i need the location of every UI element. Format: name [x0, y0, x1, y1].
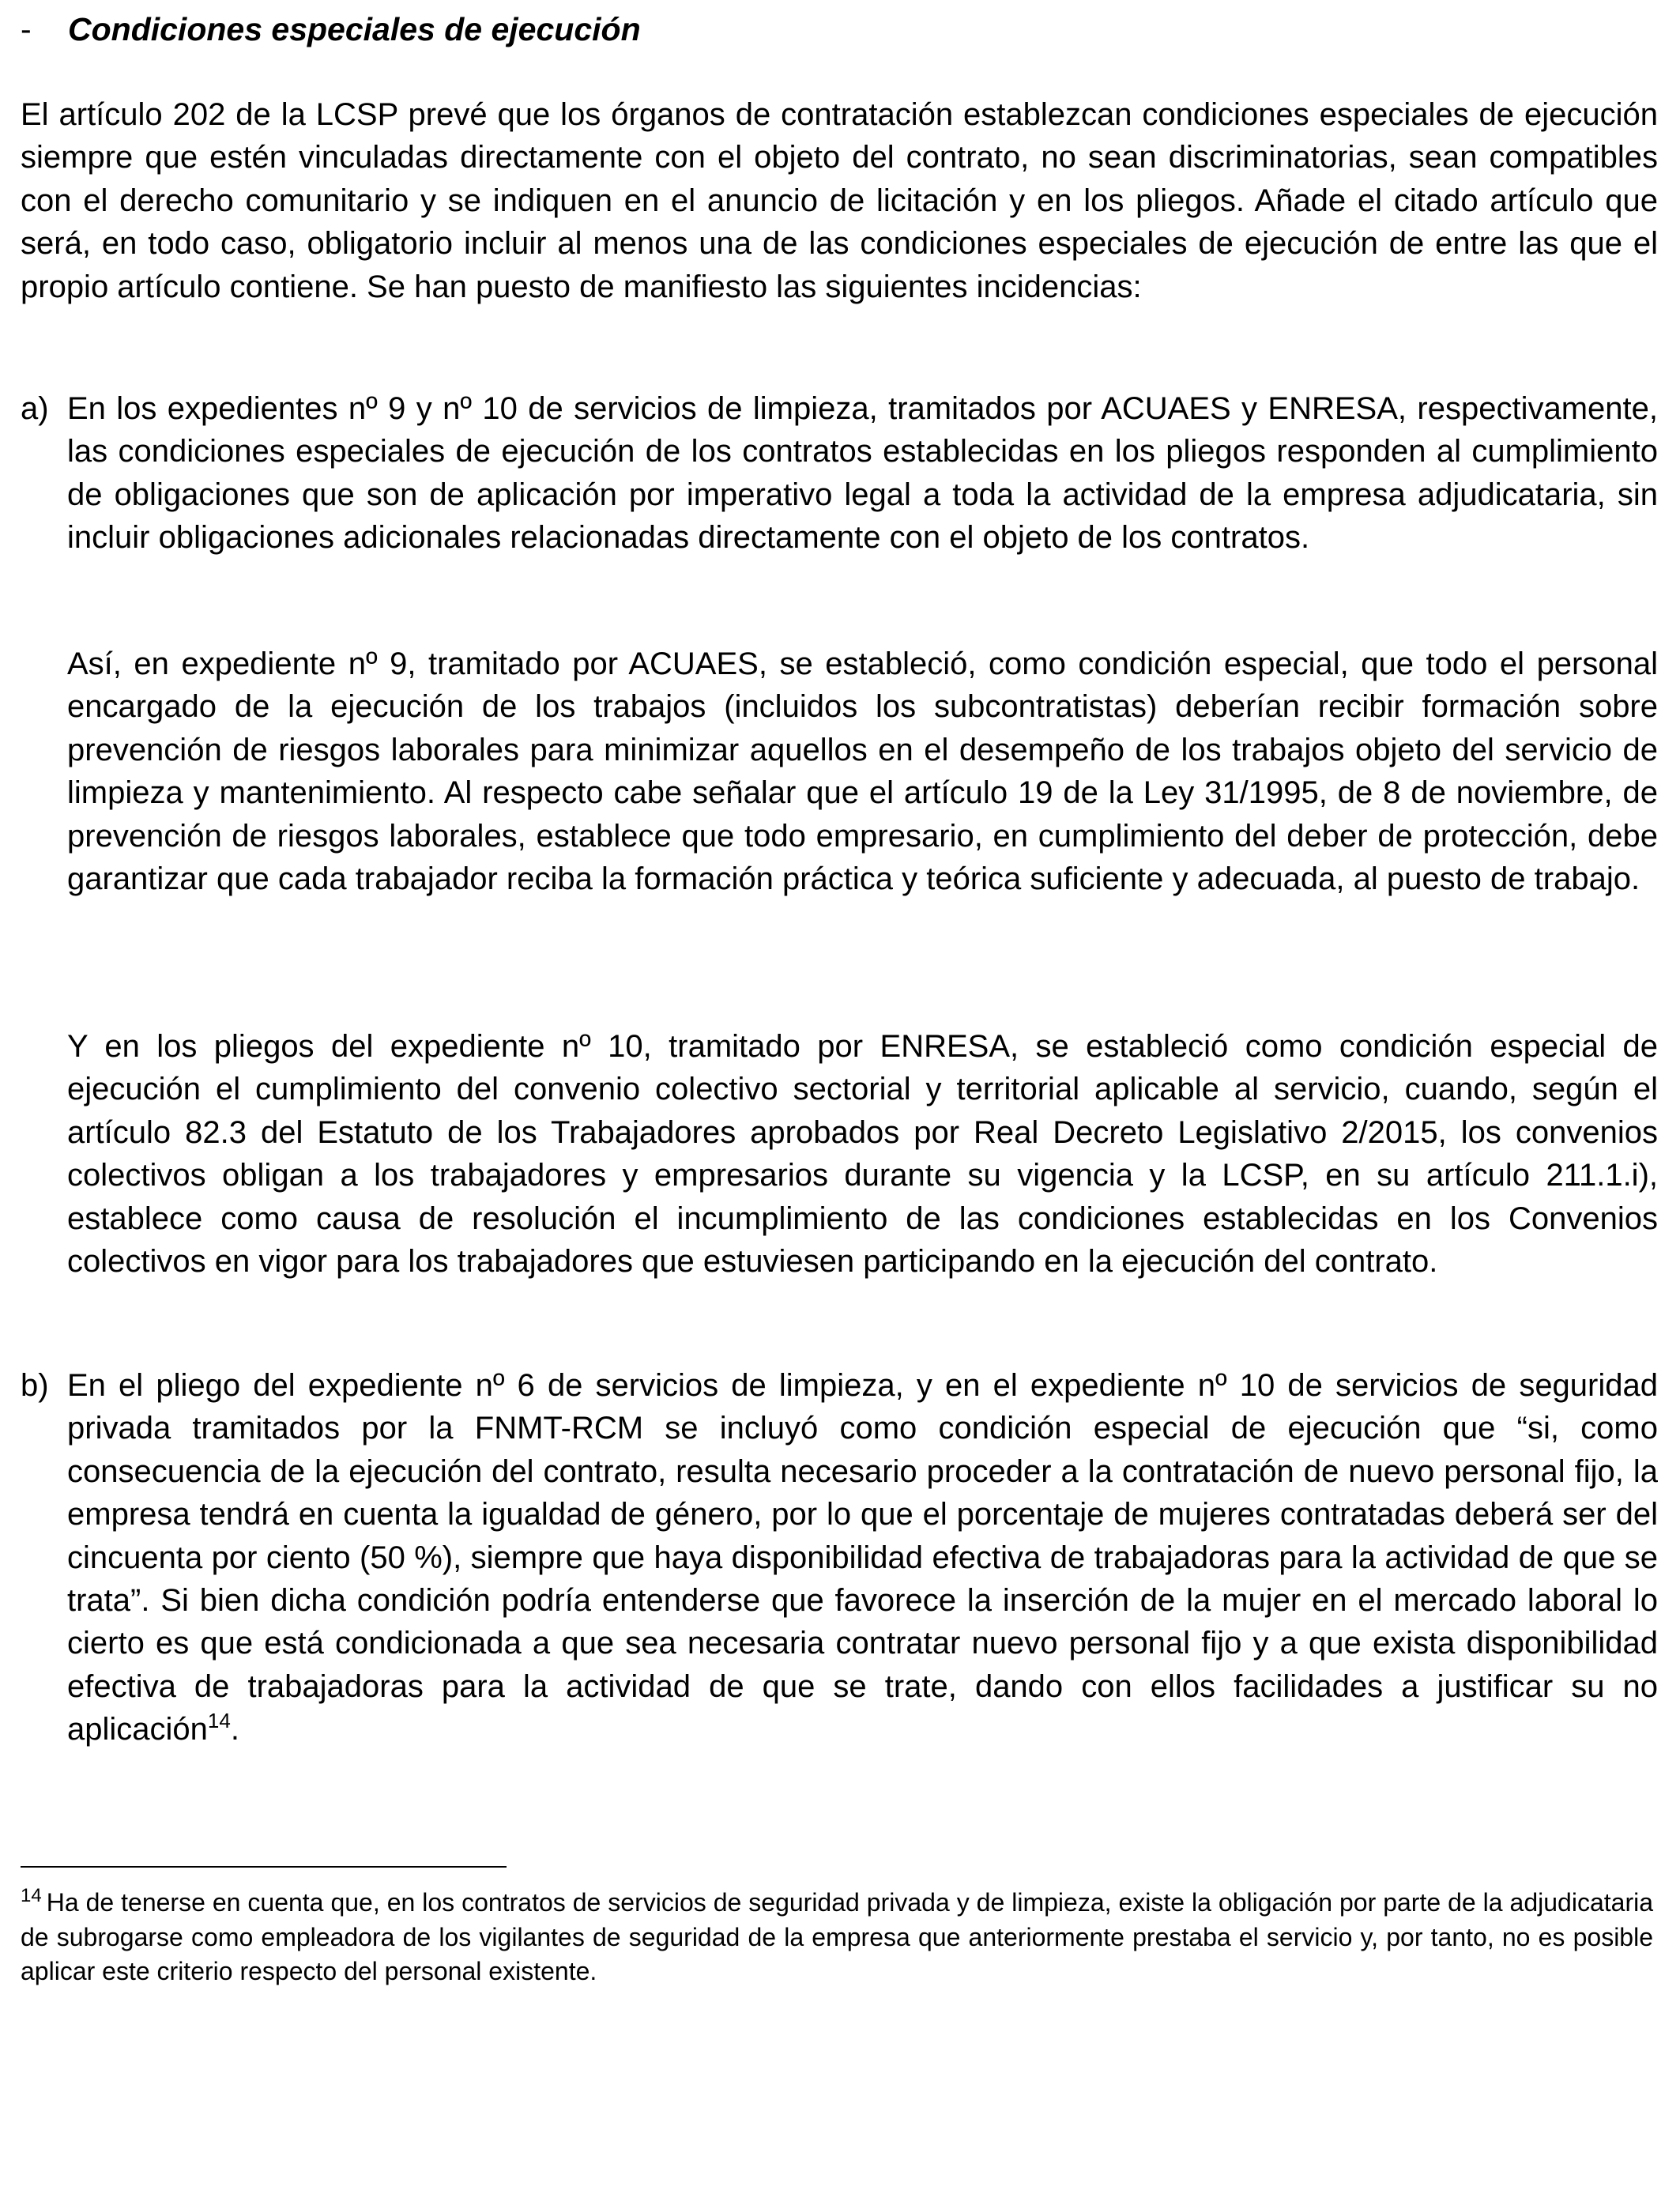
section-heading: [21, 8, 641, 51]
list-marker-a: a): [21, 391, 49, 426]
footnote-reference[interactable]: 14: [207, 1709, 231, 1733]
footnote-text: Ha de tenerse en cuenta que, en los contratos de servicios de seguridad privada y de limpieza, existe la obligación por parte de la adjudicataria de subrogarse como empleadora de los vigilantes de seguridad de la empresa que anteriormente prestaba el servicio y, por tanto, no es posible aplicar este criterio respecto del personal existente.: [21, 1888, 1653, 1985]
footnote: [21, 1886, 1653, 1989]
list-item-a: [21, 387, 1658, 560]
item-a-text: En los expedientes nº 9 y nº 10 de servicios de limpieza, tramitados por ACUAES y ENRESA, respectivamente, las condiciones especiales de ejecución de los contratos establecidas en los pliegos responden al cumplimiento de obligaciones que son de aplicación por imperativo legal a toda la actividad de la empresa adjudicataria, sin incluir obligaciones adicionales relacionadas directamente con el objeto de los contratos.: [67, 391, 1658, 556]
footnote-number: 14: [21, 1885, 42, 1906]
footnote-separator: [21, 1866, 507, 1868]
item-a-paragraph-2: Así, en expediente nº 9, tramitado por ACUAES, se estableció, como condición especial, que todo el personal encargado de la ejecución de los trabajos (incluidos los subcontratistas) deberían recibir formación sobre prevención de riesgos laborales para minimizar aquellos en el desempeño de los trabajos objeto del servicio de limpieza y mantenimiento. Al respecto cabe señalar que el artículo 19 de la Ley 31/1995, de 8 de noviembre, de prevención de riesgos laborales, establece que todo empresario, en cumplimiento del deber de protección, debe garantizar que cada trabajador reciba la formación práctica y teórica suficiente y adecuada, al puesto de trabajo.: [67, 647, 1658, 897]
item-b-text: [67, 1364, 1658, 1751]
item-b-text-body: En el pliego del expediente nº 6 de servicios de limpieza, y en el expediente nº 10 de servicios de seguridad privada tramitados por la FNMT-RCM se incluyó como condición especial de ejecución que “si, como consecuencia de la ejecución del contrato, resulta necesario proceder a la contratación de nuevo personal fijo, la empresa tendrá en cuenta la igualdad de género, por lo que el porcentaje de mujeres contratadas deberá ser del cincuenta por ciento (50 %), siempre que haya disponibilidad efectiva de trabajadoras para la actividad de que se trata”. Si bien dicha condición podría entenderse que favorece la inserción de la mujer en el mercado laboral lo cierto es que está condicionada a que sea necesaria contratar nuevo personal fijo y a que exista disponibilidad efectiva de trabajadoras para la actividad de que se trate, dando con ellos facilidades a justificar su no aplicación: [67, 1368, 1658, 1747]
list-item-b: [21, 1364, 1658, 1751]
heading-title: Condiciones especiales de ejecución: [68, 11, 641, 47]
item-a-paragraph-3: Y en los pliegos del expediente nº 10, tramitado por ENRESA, se estableció como condición especial de ejecución el cumplimiento del convenio colectivo sectorial y territorial aplicable al servicio, cuando, según el artículo 82.3 del Estatuto de los Trabajadores aprobados por Real Decreto Legislativo 2/2015, los convenios colectivos obligan a los trabajadores y empresarios durante su vigencia y la LCSP, en su artículo 211.1.i), establece como causa de resolución el incumplimiento de las condiciones establecidas en los Convenios colectivos en vigor para los trabajadores que estuviesen participando en la ejecución del contrato.: [67, 1029, 1658, 1280]
list-marker-b: b): [21, 1368, 49, 1403]
intro-paragraph: El artículo 202 de la LCSP prevé que los órganos de contratación establezcan condiciones especiales de ejecución siempre que estén vinculadas directamente con el objeto del contrato, no sean discriminatorias, sean compatibles con el derecho comunitario y se indiquen en el anuncio de licitación y en los pliegos. Añade el citado artículo que será, en todo caso, obligatorio incluir al menos una de las condiciones especiales de ejecución de entre las que el propio artículo contiene. Se han puesto de manifiesto las siguientes incidencias:: [21, 97, 1658, 304]
heading-dash: -: [21, 11, 32, 47]
item-b-trailing-period: .: [230, 1712, 239, 1747]
